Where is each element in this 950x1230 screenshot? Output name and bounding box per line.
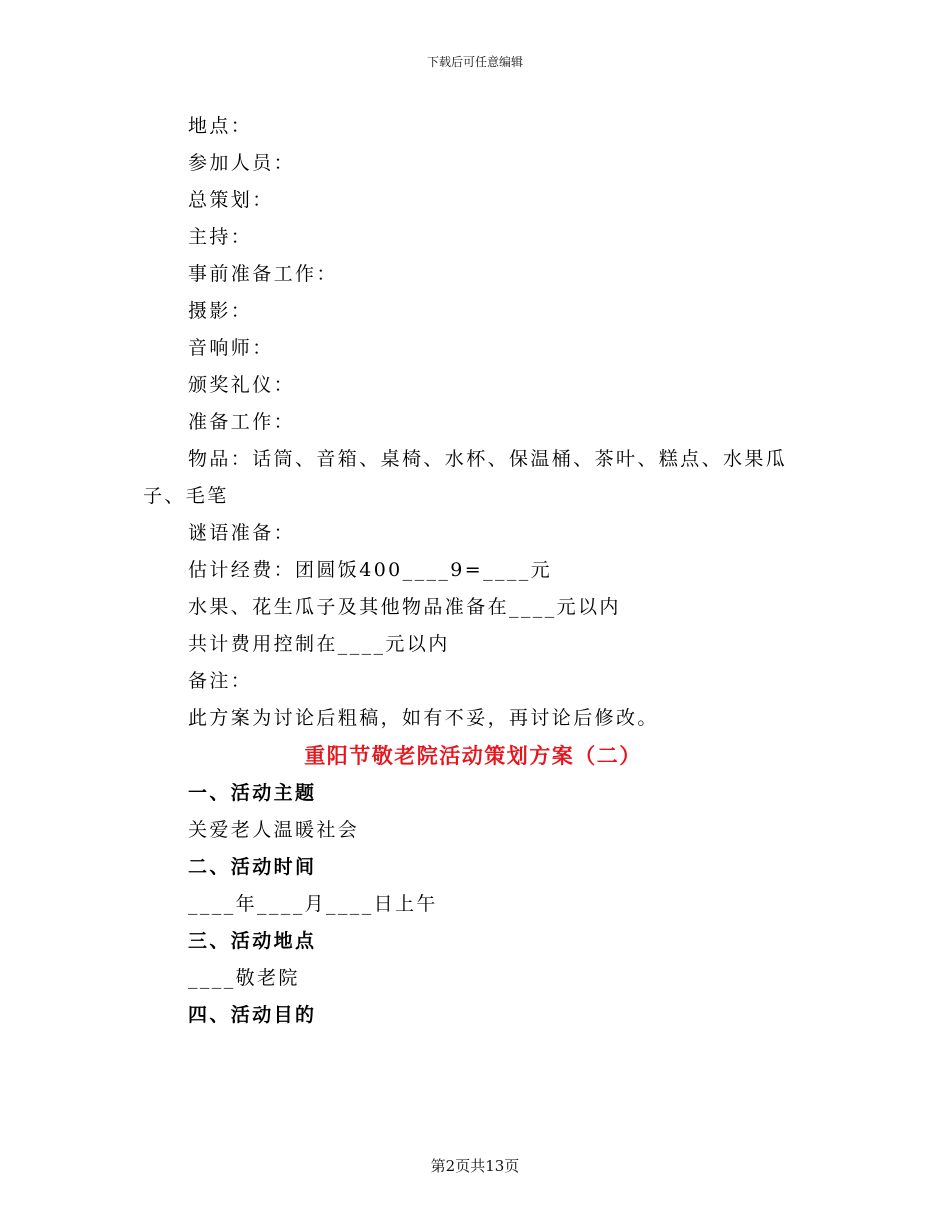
header-note: 下载后可任意编辑 xyxy=(426,55,523,69)
text-line-prep-work: 准备工作： xyxy=(188,411,296,433)
text-line-riddles: 谜语准备： xyxy=(188,522,296,544)
section-body-theme: 关爱老人温暖社会 xyxy=(188,819,360,841)
text-line-host: 主持： xyxy=(188,226,253,248)
page-footer: 第2页共13页 xyxy=(430,1157,520,1175)
document-body xyxy=(143,108,803,1034)
section-heading-location: 三、活动地点 xyxy=(188,930,317,952)
text-line-location: 地点： xyxy=(188,115,253,137)
text-line-total-budget: 共计费用控制在____元以内 xyxy=(188,633,450,655)
section-heading-purpose: 四、活动目的 xyxy=(188,1004,317,1026)
text-line-participants: 参加人员： xyxy=(188,152,296,174)
section-title: 重阳节敬老院活动策划方案（二） xyxy=(304,743,642,768)
text-line-budget: 估计经费：团圆饭400____9=____元 xyxy=(188,559,553,581)
text-line-notes: 备注： xyxy=(188,670,253,692)
section-body-time: ____年____月____日上午 xyxy=(188,893,438,915)
text-line-draft-note: 此方案为讨论后粗稿，如有不妥，再讨论后修改。 xyxy=(188,707,659,729)
text-line-award-etiquette: 颁奖礼仪： xyxy=(188,374,296,396)
section-heading-theme: 一、活动主题 xyxy=(188,782,317,804)
section-body-location: ____敬老院 xyxy=(188,967,300,989)
text-line-chief-planner: 总策划： xyxy=(188,189,274,211)
text-line-fruit-budget: 水果、花生瓜子及其他物品准备在____元以内 xyxy=(188,596,621,618)
text-paragraph-items: 物品：话筒、音箱、桌椅、水杯、保温桶、茶叶、糕点、水果瓜子、毛笔 xyxy=(143,448,788,507)
text-line-sound-engineer: 音响师： xyxy=(188,337,274,359)
section-heading-time: 二、活动时间 xyxy=(188,856,317,878)
text-line-photography: 摄影： xyxy=(188,300,253,322)
text-line-preparation: 事前准备工作： xyxy=(188,263,338,285)
